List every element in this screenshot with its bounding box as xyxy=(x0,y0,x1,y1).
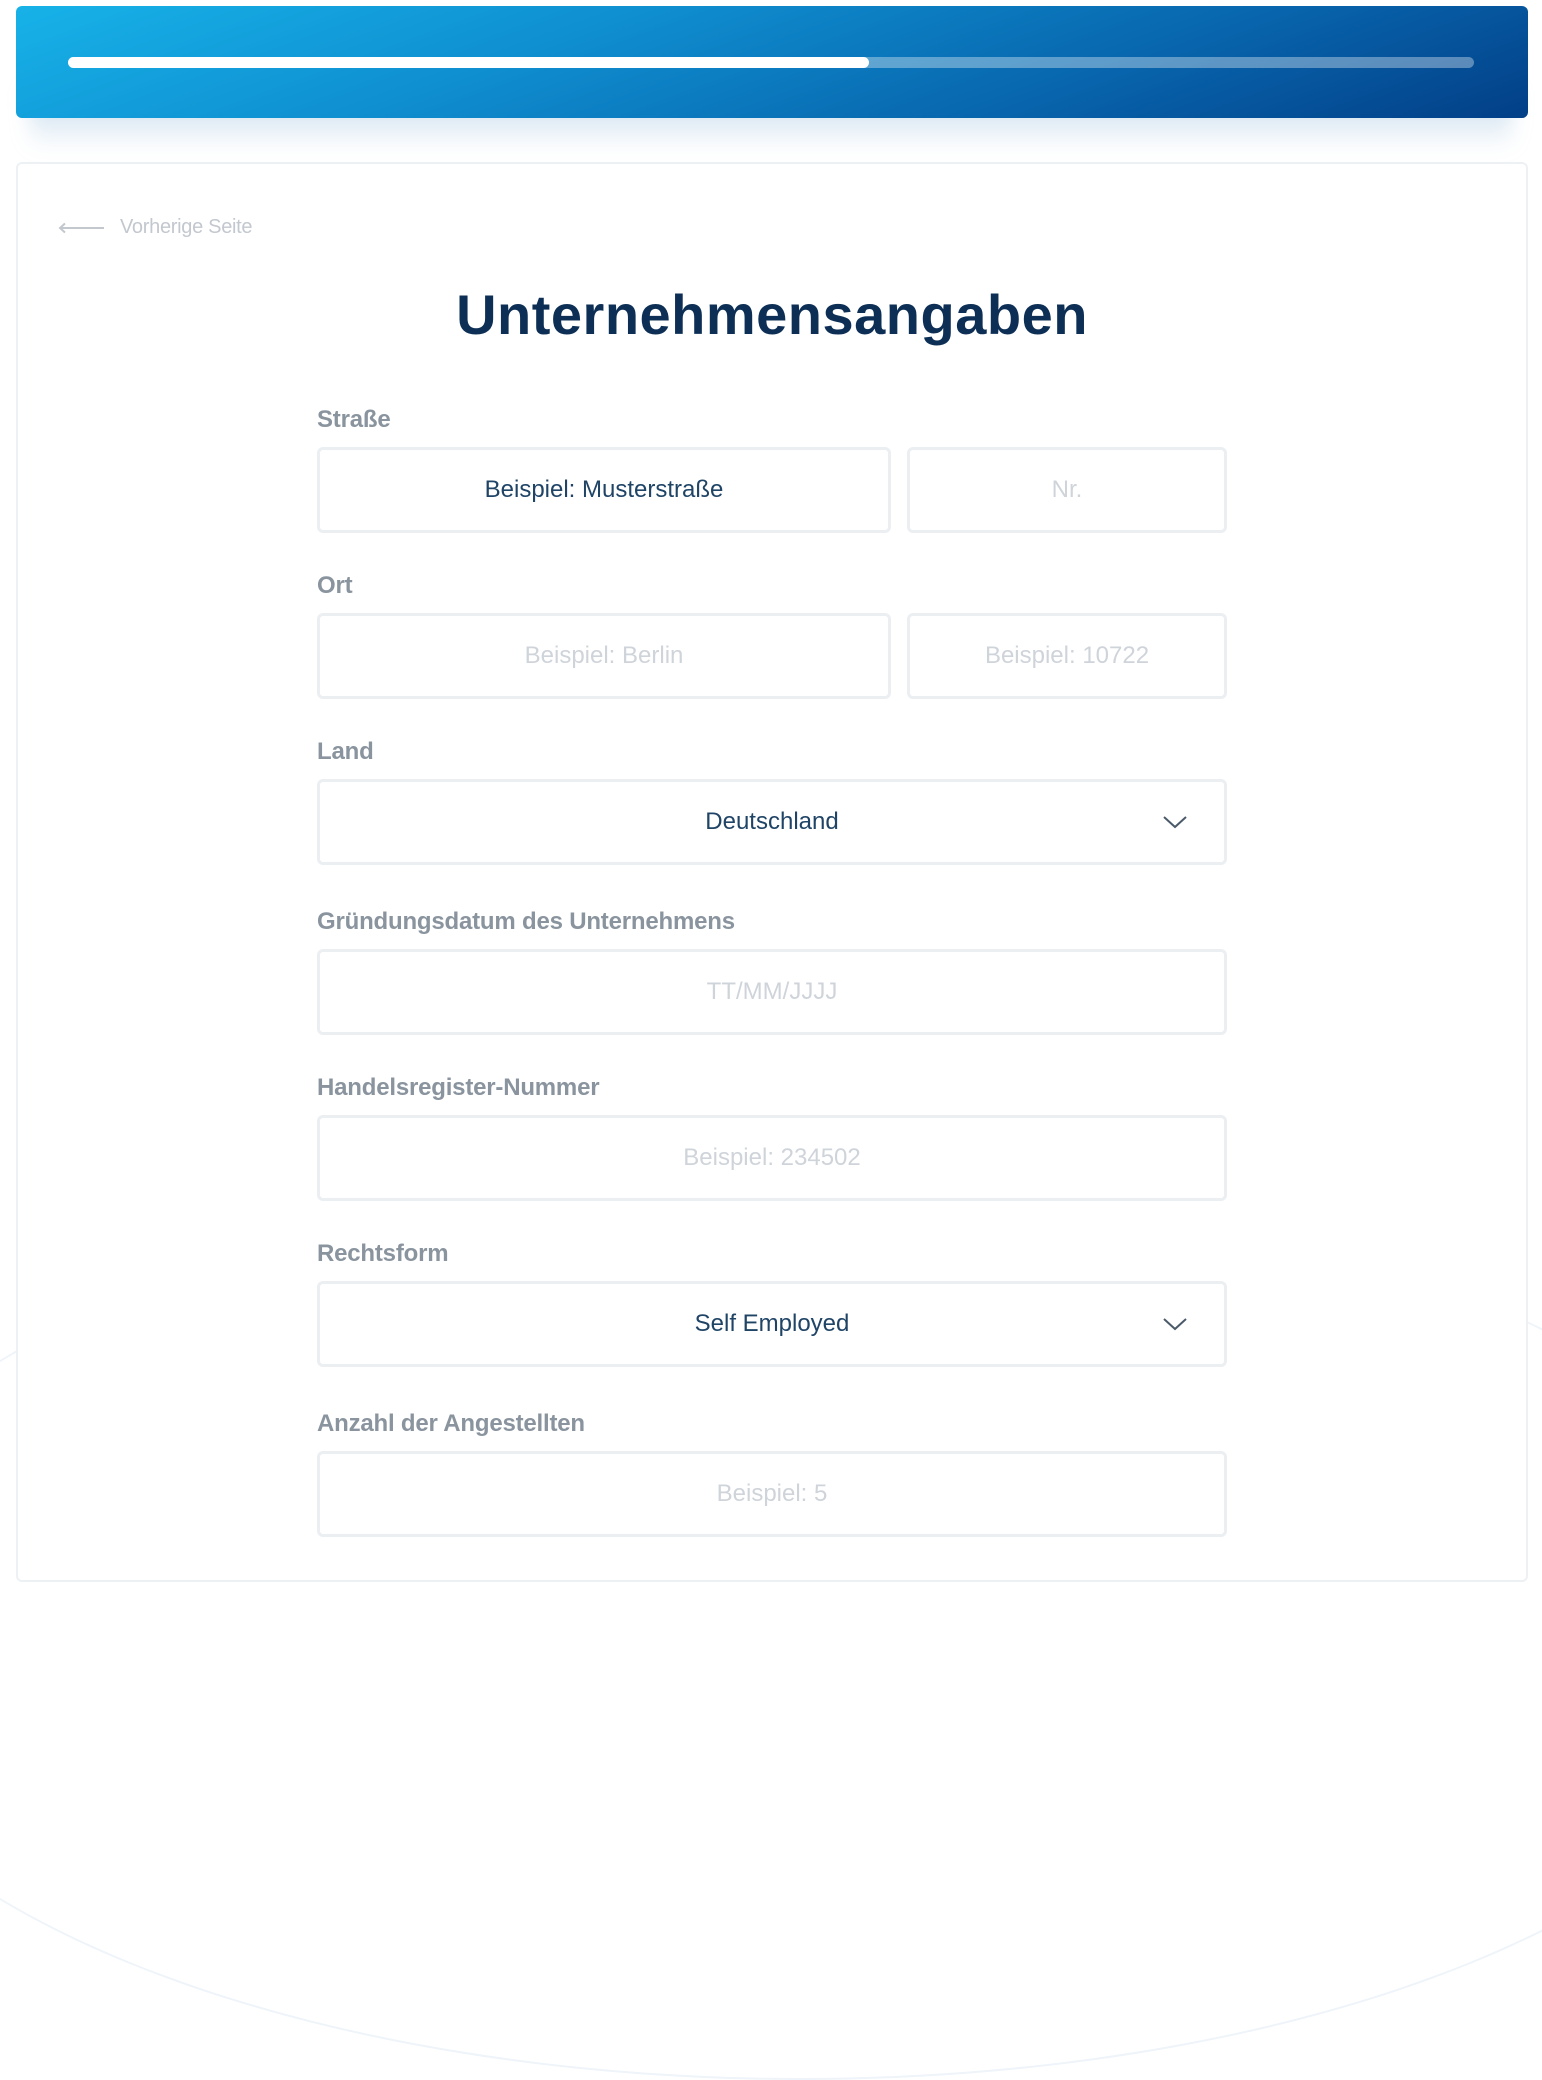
city-placeholder: Beispiel: Berlin xyxy=(524,642,684,669)
register-number-label: Handelsregister-Nummer xyxy=(317,1074,600,1101)
previous-page-label: Vorherige Seite xyxy=(120,216,253,238)
country-selected-value: Deutschland xyxy=(705,808,839,835)
register-number-placeholder: Beispiel: 234502 xyxy=(683,1144,861,1171)
street-input-value: Beispiel: Musterstraße xyxy=(484,476,724,503)
form-card xyxy=(16,162,1528,1582)
page-title: Unternehmensangaben xyxy=(456,283,1088,346)
street-input[interactable] xyxy=(317,447,891,533)
employees-label: Anzahl der Angestellten xyxy=(317,1410,585,1437)
country-select[interactable] xyxy=(317,779,1227,865)
country-label: Land xyxy=(317,738,374,765)
legal-form-selected-value: Self Employed xyxy=(694,1310,850,1337)
founding-date-placeholder: TT/MM/JJJJ xyxy=(706,978,838,1005)
progress-bar-fill xyxy=(68,57,869,68)
arrow-left-icon xyxy=(58,222,106,234)
employees-input[interactable] xyxy=(317,1451,1227,1537)
city-input[interactable] xyxy=(317,613,891,699)
employees-placeholder: Beispiel: 5 xyxy=(716,1480,828,1507)
zip-placeholder: Beispiel: 10722 xyxy=(984,642,1150,669)
house-number-placeholder: Nr. xyxy=(1051,476,1083,503)
founding-date-input[interactable] xyxy=(317,949,1227,1035)
legal-form-select[interactable] xyxy=(317,1281,1227,1367)
zip-input[interactable] xyxy=(907,613,1227,699)
chevron-down-icon xyxy=(1162,1316,1188,1332)
house-number-input[interactable] xyxy=(907,447,1227,533)
street-label: Straße xyxy=(317,406,391,433)
legal-form-label: Rechtsform xyxy=(317,1240,449,1267)
city-label: Ort xyxy=(317,572,353,599)
founding-date-label: Gründungsdatum des Unternehmens xyxy=(317,908,735,935)
register-number-input[interactable] xyxy=(317,1115,1227,1201)
progress-bar xyxy=(68,57,1474,68)
previous-page-link[interactable] xyxy=(58,216,252,239)
header-banner xyxy=(16,6,1528,118)
chevron-down-icon xyxy=(1162,814,1188,830)
